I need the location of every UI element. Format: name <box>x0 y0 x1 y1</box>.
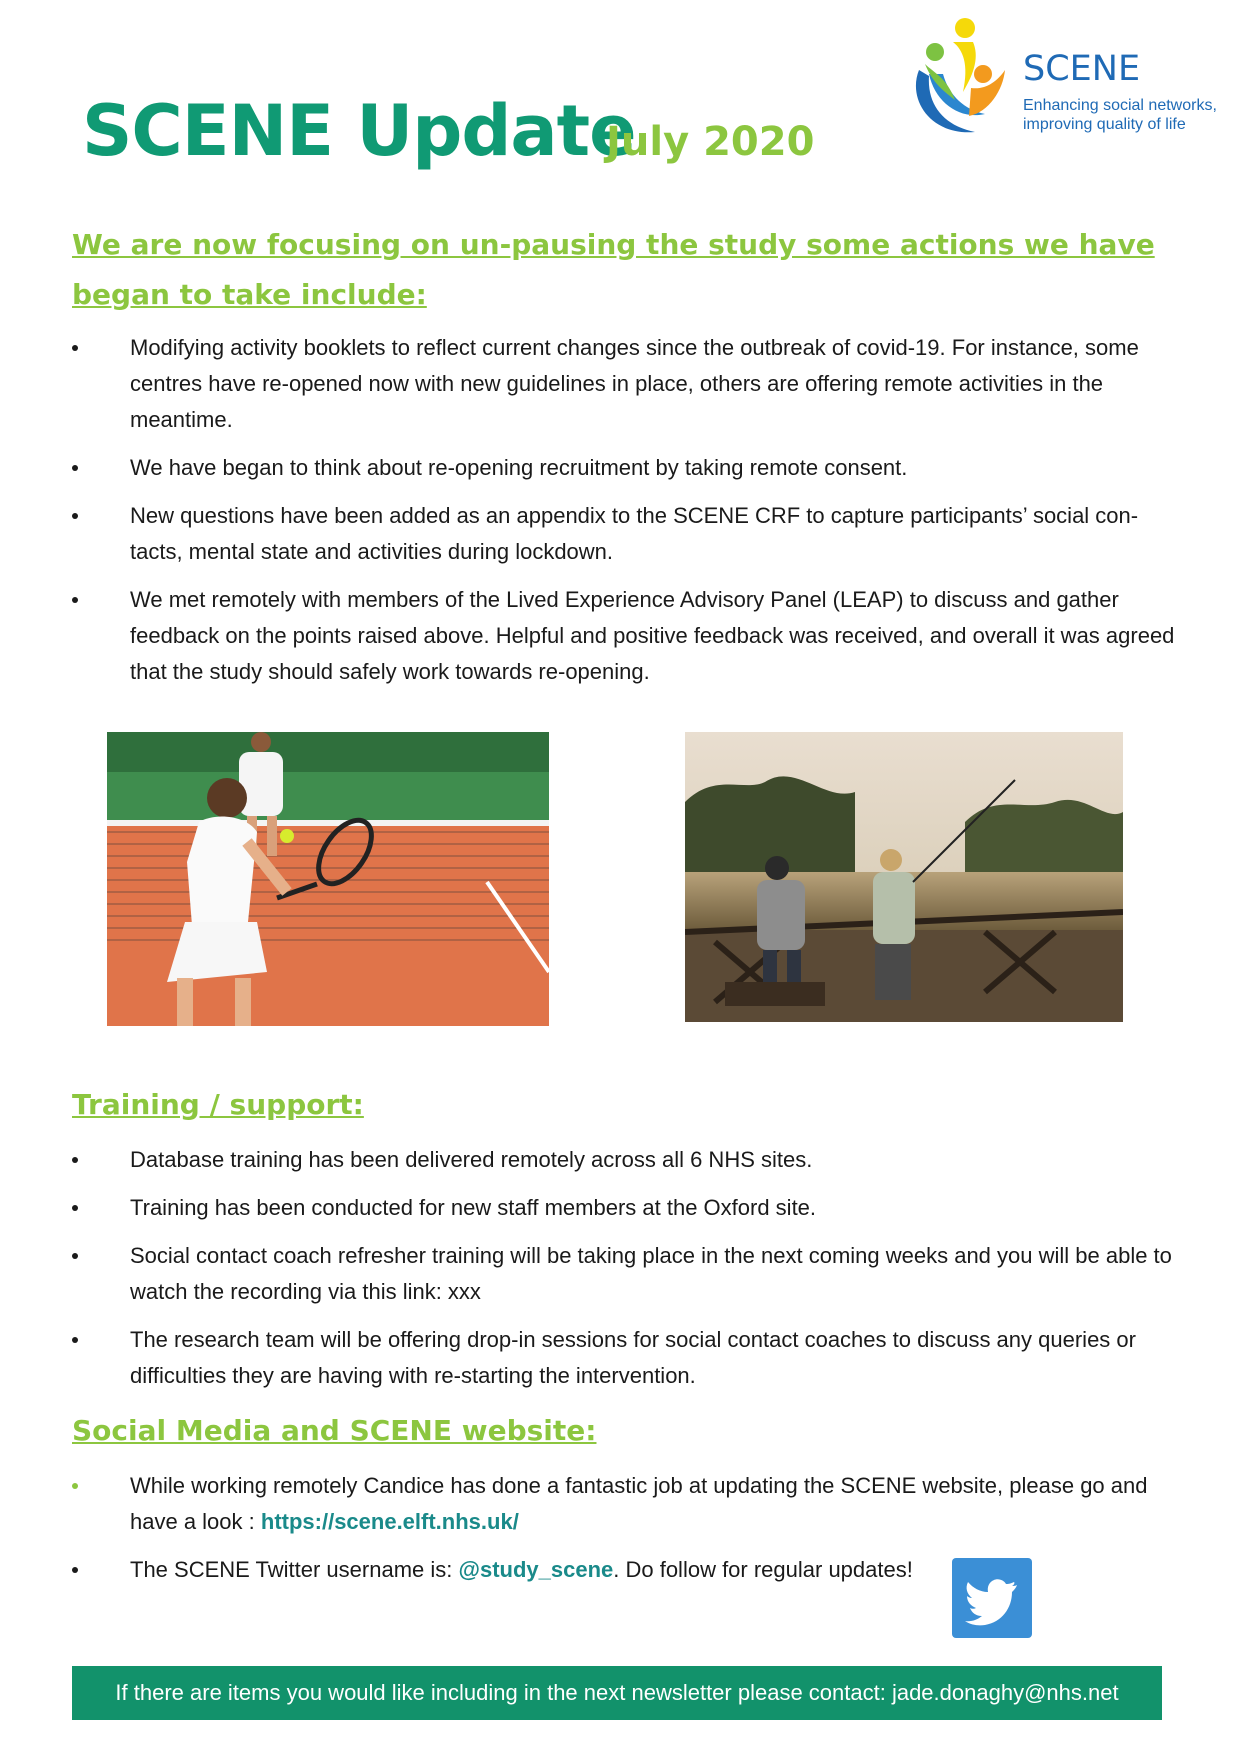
list-item: The research team will be offering drop-in sessions for social contact coaches to discuss any queries or difficulties they are having with re-starting the intervention. <box>72 1322 1182 1394</box>
twitter-follow-text: . Do follow for regular updates! <box>613 1557 913 1582</box>
section-heading-training: Training / support: <box>72 1088 364 1121</box>
scene-logo-icon <box>905 12 1017 142</box>
logo-tagline <box>1023 96 1240 134</box>
list-item: Training has been conducted for new staff members at the Oxford site. <box>72 1190 1182 1226</box>
website-text: While working remotely Candice has done a fantastic job at updating the SCENE website, please go and have a look : <box>130 1473 1148 1534</box>
list-item-website <box>72 1468 1182 1540</box>
page-title: SCENE Update <box>82 90 636 172</box>
footer-contact-banner: If there are items you would like including in the next newsletter please contact: jade.donaghy@nhs.net <box>72 1666 1162 1720</box>
logo-tagline-line2: improving quality of life <box>1023 116 1186 133</box>
tennis-photo <box>107 732 549 1026</box>
section-heading-social-media: Social Media and SCENE website: <box>72 1414 597 1447</box>
section-heading-unpausing: We are now focusing on un-pausing the study some actions we have began to take include: <box>72 228 1155 311</box>
list-item: Database training has been delivered remotely across all 6 NHS sites. <box>72 1142 1182 1178</box>
unpausing-actions-list <box>72 330 1182 702</box>
training-list <box>72 1142 1182 1406</box>
twitter-handle-link[interactable]: @study_scene <box>458 1557 614 1582</box>
issue-date: July 2020 <box>606 119 815 165</box>
twitter-text: The SCENE Twitter username is: <box>130 1557 459 1582</box>
website-link[interactable]: https://scene.elft.nhs.uk/ <box>260 1509 519 1534</box>
list-item: Social contact coach refresher training will be taking place in the next coming weeks and you will be able to watch the recording via this link: xxx <box>72 1238 1182 1310</box>
twitter-icon[interactable] <box>952 1558 1032 1638</box>
list-item: New questions have been added as an appendix to the SCENE CRF to capture participants’ social con-tacts, mental state and activities during lockdown. <box>72 498 1182 570</box>
list-item: We met remotely with members of the Lived Experience Advisory Panel (LEAP) to discuss and gather feedback on the points raised above. Helpful and positive feedback was received, and overall it was agreed that the study should safely work towards re-opening. <box>72 582 1182 690</box>
logo-tagline-line1: Enhancing social networks, <box>1023 97 1217 114</box>
scene-logo <box>905 12 1235 162</box>
logo-name: SCENE <box>1023 49 1141 89</box>
list-item: We have began to think about re-opening recruitment by taking remote consent. <box>72 450 1182 486</box>
list-item: Modifying activity booklets to reflect current changes since the outbreak of covid-19. For instance, some centres have re-opened now with new guidelines in place, others are offering remote activities in the meantime. <box>72 330 1182 438</box>
lake-fishing-photo <box>685 732 1123 1022</box>
